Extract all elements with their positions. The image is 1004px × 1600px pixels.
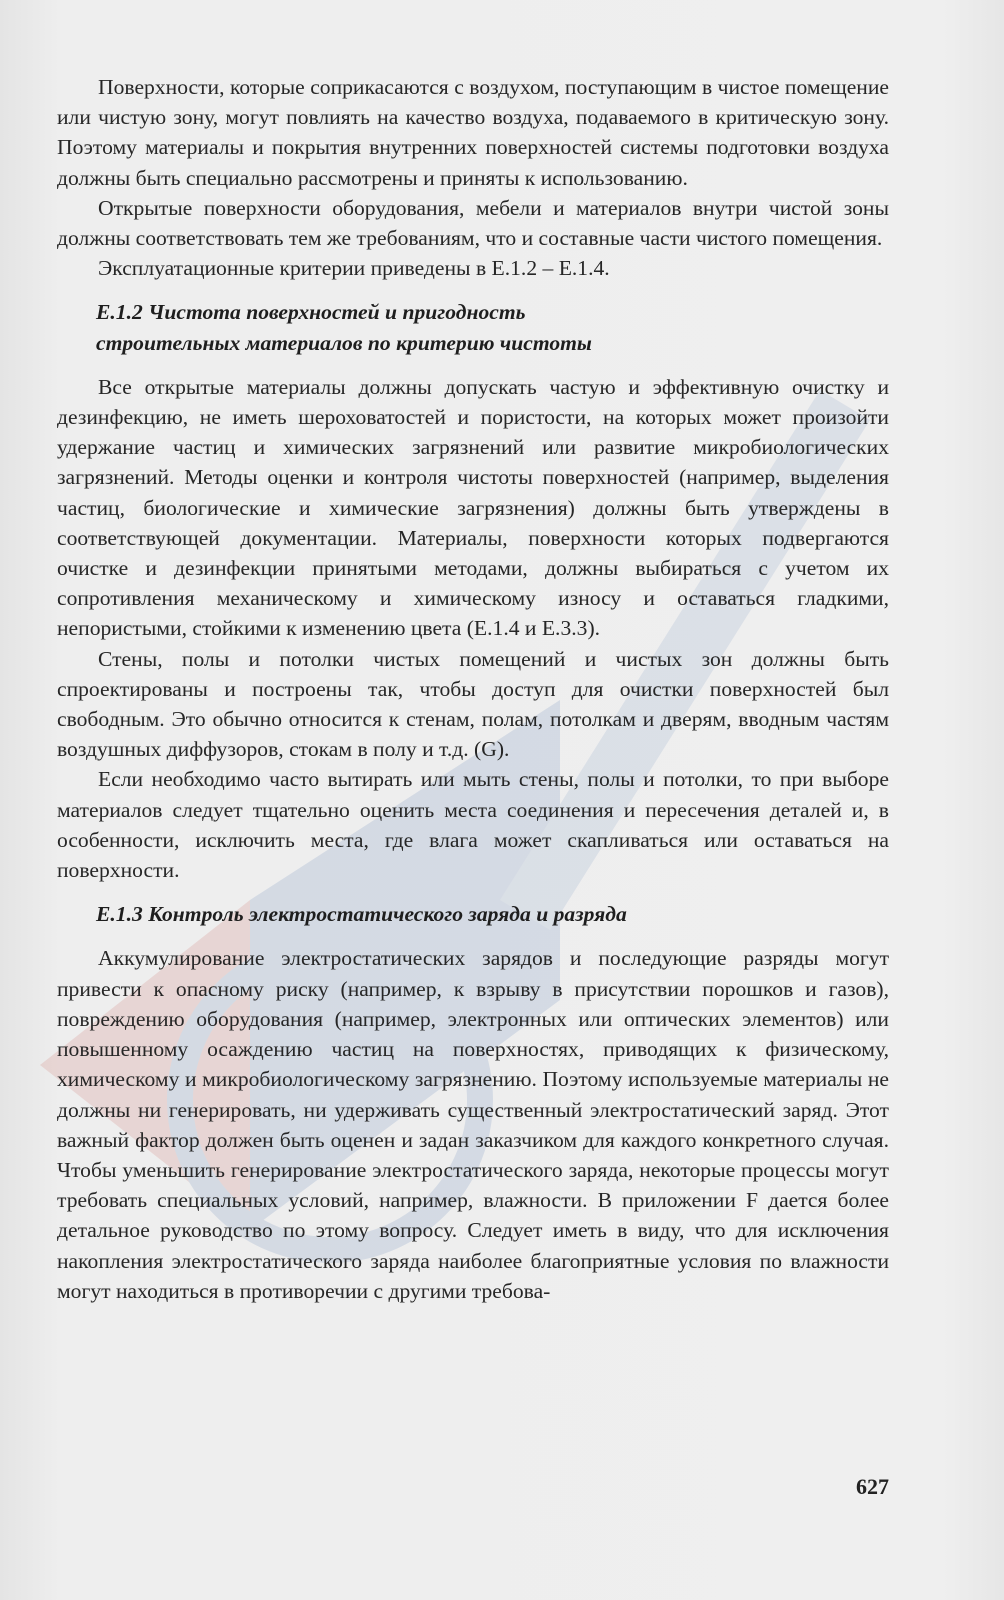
section-heading-e12: [96, 297, 889, 357]
section-heading-e12-line1: Е.1.2 Чистота поверхностей и пригодность: [96, 300, 526, 325]
section-heading-e13: Е.1.3 Контроль электростатического заряда и разряда: [96, 902, 627, 927]
page-number: 627: [856, 1474, 889, 1499]
page-content: [57, 72, 889, 1306]
paragraph-moisture: Если необходимо часто вытирать или мыть стены, полы и потолки, то при выборе материалов следует тщательно оценить места соединения и пересечения деталей и, в особенности, исключить места, где влага может скапливаться или оставаться на поверхности.: [57, 767, 889, 883]
paragraph-walls-floors-ceilings: Стены, полы и потолки чистых помещений и чистых зон должны быть спроектированы и построены так, чтобы доступ для очистки поверхностей был свободным. Это обычно относится к стенам, полам, потолкам и дверям, вводным частям воздушных диффузоров, стокам в полу и т.д. (G).: [57, 646, 889, 762]
paragraph-open-surfaces: Открытые поверхности оборудования, мебели и материалов внутри чистой зоны должны соответствовать тем же требованиям, что и составные части чистого помещения.: [57, 195, 889, 251]
paragraph-materials-cleaning: Все открытые материалы должны допускать частую и эффективную очистку и дезинфекцию, не иметь шероховатостей и пористости, на которых может произойти удержание частиц и химических загрязнений или развитие микробиологических загрязнений. Методы оценки и контроля чистоты поверхностей (например, выделения частиц, биологические и химические загрязнения) должны быть утверждены в соответствующей документации. Материалы, поверхности которых подвергаются очистке и дезинфекции принятыми методами, должны выбираться с учетом их сопротивления механическому и химическому износу и оставаться гладкими, непористыми, стойкими к изменению цвета (Е.1.4 и Е.3.3).: [57, 374, 889, 641]
paragraph-criteria-reference: Эксплуатационные критерии приведены в Е.1.2 – Е.1.4.: [98, 256, 610, 281]
paragraph-air-surfaces: Поверхности, которые соприкасаются с воздухом, поступающим в чистое помещение или чистую зону, могут повлиять на качество воздуха, подаваемого в критическую зону. Поэтому материалы и покрытия внутренних поверхностей системы подготовки воздуха должны быть специально рассмотрены и приняты к использованию.: [57, 75, 889, 190]
paragraph-electrostatic: Аккумулирование электростатических зарядов и последующие разряды могут привести к опасному риску (например, к взрыву в присутствии порошков и газов), повреждению оборудования (например, электронных или оптических элементов) или повышенному осаждению частиц на поверхностях, приводящих к физическому, химическому и микробиологическому загрязнению. Поэтому используемые материалы не должны ни генерировать, ни удерживать существенный электростатический заряд. Этот важный фактор должен быть оценен и задан заказчиком для каждого конкретного случая. Чтобы уменьшить генерирование электростатического заряда, некоторые процессы могут требовать специальных условий, например, влажности. В приложении F дается более детальное руководство по этому вопросу. Следует иметь в виду, что для исключения накопления электростатического заряда наиболее благоприятные условия по влажности могут находиться в противоречии с другими требова-: [57, 946, 889, 1303]
section-heading-e12-line2: строительных материалов по критерию чистоты: [96, 330, 592, 355]
